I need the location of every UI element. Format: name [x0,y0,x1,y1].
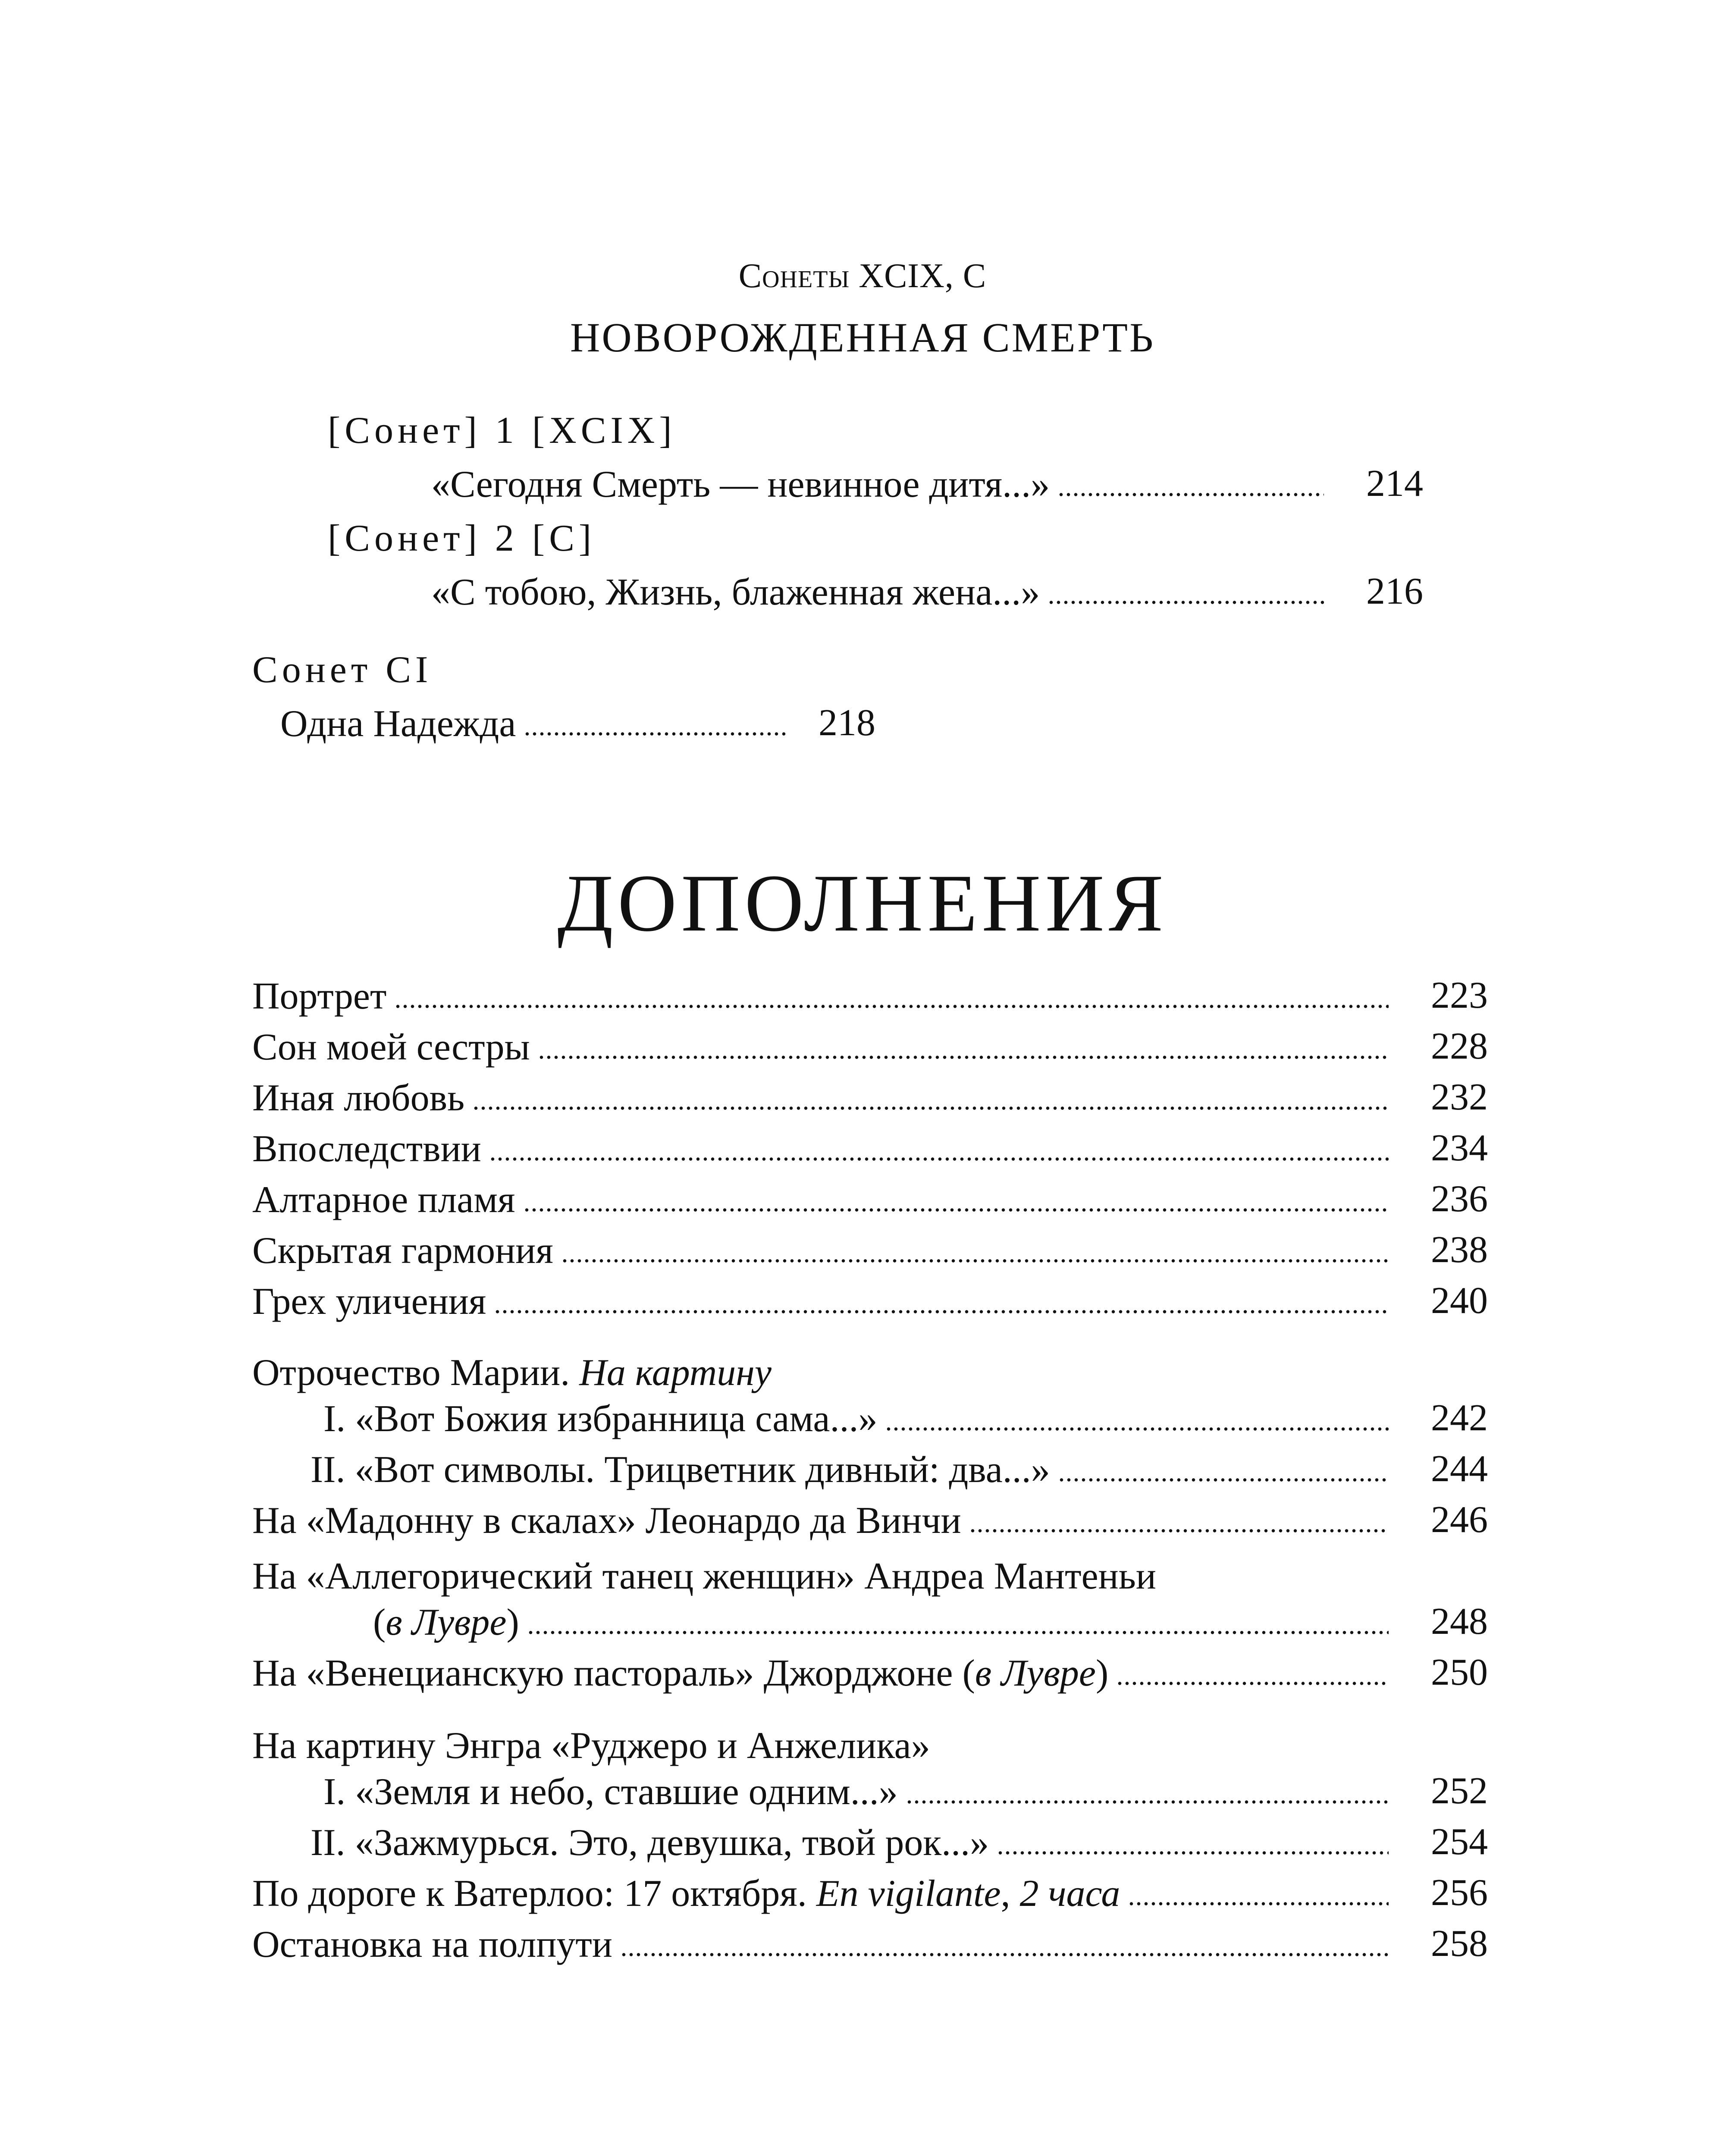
dot-leader [885,1427,1389,1431]
page-number: 234 [1431,1127,1488,1169]
dot-leader [1128,1902,1389,1906]
toc-entry[interactable] [252,1172,1389,1219]
dot-leader [906,1800,1389,1804]
dot-leader [489,1157,1389,1161]
dot-leader [472,1106,1389,1110]
entry-title: «С тобою, Жизнь, блаженная жена...» [431,571,1040,613]
toc-entry-halfway[interactable] [252,1916,1389,1964]
page-number: 252 [1431,1770,1488,1812]
toc-entry-ingres-1[interactable] [323,1764,1389,1811]
toc-entry[interactable] [252,1273,1389,1321]
entry-title: I. «Земля и небо, ставшие одним...» [323,1771,898,1813]
entry-title: По дороге к Ватерлоо: 17 октября. En vigilante, 2 часа [252,1873,1120,1915]
page-number: 216 [1366,570,1423,612]
entry-title: На «Венецианскую пастораль» Джорджоне (в Лувре) [252,1652,1109,1694]
page-number: 246 [1431,1499,1488,1541]
entry-title: Остановка на полпути [252,1924,612,1965]
dot-leader [394,1004,1389,1009]
page-number: 250 [1431,1651,1488,1693]
group-heading-ingres: На картину Энгра «Руджеро и Анжелика» [252,1725,930,1767]
toc-entry-mary-1[interactable] [323,1391,1389,1438]
entry-location: (в Лувре) [373,1601,519,1643]
dot-leader [527,1630,1389,1635]
dot-leader [1058,1478,1389,1482]
entry-title: «Сегодня Смерть — невинное дитя...» [431,464,1050,505]
group-heading-mary [252,1354,772,1392]
sonnet-1-heading: [Сонет] 1 [XCIX] [328,410,676,451]
page-number: 242 [1431,1397,1488,1439]
page-number: 236 [1431,1178,1488,1220]
dot-leader [538,1055,1389,1059]
dot-leader [969,1529,1389,1533]
entry-title: Алтарное пламя [252,1179,515,1221]
section-title: НОВОРОЖДЕННАЯ СМЕРТЬ [570,314,1155,360]
entry-title: Сон моей сестры [252,1026,530,1068]
dot-leader [1116,1681,1389,1686]
dot-leader [524,732,789,736]
entry-title: Одна Надежда [280,703,516,745]
page-number: 223 [1431,975,1488,1016]
toc-entry[interactable] [252,1019,1389,1066]
entry-title: I. «Вот Божия избранница сама...» [323,1398,878,1440]
entry-title-mantegna: На «Аллегорический танец женщин» Андреа Мантеньи [252,1555,1156,1597]
page-number: 248 [1431,1601,1488,1642]
toc-entry-waterloo[interactable] [252,1865,1389,1913]
dot-leader [494,1310,1389,1314]
toc-entry[interactable] [252,968,1389,1015]
sonnet-2-heading: [Сонет] 2 [С] [328,517,596,559]
page-number: 214 [1366,463,1423,505]
page-number: 254 [1431,1821,1488,1863]
toc-entry[interactable] [252,1222,1389,1270]
page-number: 240 [1431,1280,1488,1322]
toc-entry-sonnet-ci[interactable] [280,696,789,743]
entry-title: Грех уличения [252,1281,486,1322]
toc-entry-mary-2[interactable] [310,1442,1389,1489]
dot-leader [561,1259,1389,1263]
entry-title: Иная любовь [252,1077,465,1119]
sonnet-ci-heading: Сонет CI [252,649,433,691]
toc-entry-mantegna[interactable] [373,1594,1389,1642]
page-number: 238 [1431,1229,1488,1271]
toc-entry[interactable] [252,1121,1389,1168]
entry-title: На «Мадонну в скалах» Леонардо да Винчи [252,1500,961,1542]
dot-leader [620,1952,1389,1957]
page-number: 232 [1431,1076,1488,1118]
entry-title: Впоследствии [252,1128,481,1170]
page-number: 218 [819,702,875,744]
toc-entry-sonnet-2[interactable] [431,564,1324,611]
page-number: 258 [1431,1923,1488,1965]
page-number: 244 [1431,1448,1488,1490]
sonnets-heading: Сонеты XCIX, C [738,257,987,295]
entry-title: Скрытая гармония [252,1230,553,1272]
entry-title: II. «Зажмурься. Это, девушка, твой рок...» [310,1822,989,1864]
page-number: 256 [1431,1872,1488,1914]
entry-title: Портрет [252,975,387,1017]
appendix-title: ДОПОЛНЕНИЯ [557,858,1168,949]
toc-entry-ingres-2[interactable] [310,1814,1389,1862]
dot-leader [1057,492,1324,497]
entry-title: II. «Вот символы. Трицветник дивный: два...» [310,1449,1050,1491]
toc-entry-giorgione[interactable] [252,1645,1389,1692]
toc-entry[interactable] [252,1070,1389,1117]
toc-entry-madonna[interactable] [252,1492,1389,1540]
dot-leader [997,1851,1389,1855]
page-number: 228 [1431,1025,1488,1067]
dot-leader [523,1208,1389,1212]
group-title: Отрочество Марии. [252,1352,570,1394]
dot-leader [1048,600,1324,605]
group-subtitle: На картину [579,1352,772,1394]
toc-entry-sonnet-1[interactable] [431,456,1324,504]
